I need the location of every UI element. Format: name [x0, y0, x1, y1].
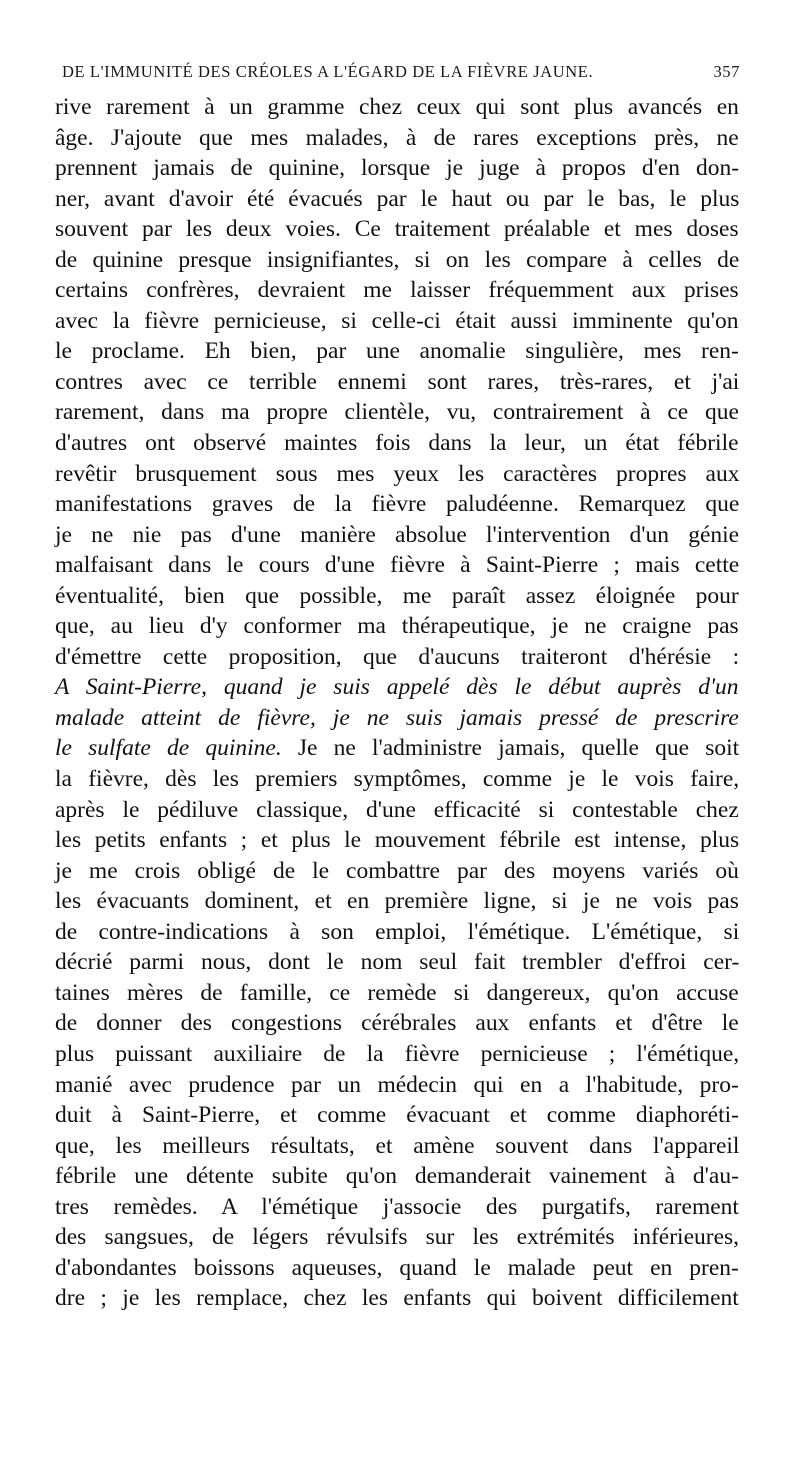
body-text	[55, 92, 739, 1314]
text-segment: que, au lieu d'y conformer ma thérapeutique, je ne craigne pas	[55, 613, 739, 640]
text-segment: je ne nie pas d'une manière absolue l'intervention d'un génie	[55, 521, 740, 548]
text-line	[55, 459, 739, 490]
text-line	[55, 947, 739, 978]
text-line	[55, 1222, 739, 1253]
text-line	[55, 1161, 739, 1192]
text-segment: Je ne l'administre jamais, quelle que soit	[281, 735, 740, 762]
text-line	[55, 1283, 739, 1314]
text-line	[55, 367, 739, 398]
text-line	[55, 550, 739, 581]
running-head-title: DE L'IMMUNITÉ DES CRÉOLES A L'ÉGARD DE LA FIÈVRE JAUNE.	[62, 62, 594, 81]
text-line	[55, 733, 739, 764]
text-line	[55, 123, 739, 154]
text-segment: rarement, dans ma propre clientèle, vu, contrairement à ce que	[55, 399, 739, 426]
text-segment: tres remèdes. A l'émétique j'associe des purgatifs, rarement	[55, 1193, 739, 1220]
text-segment: ner, avant d'avoir été évacués par le haut ou par le bas, le plus	[55, 185, 740, 212]
text-segment: d'abondantes boissons aqueuses, quand le malade peut en pren-	[55, 1254, 739, 1281]
text-line	[55, 153, 739, 184]
text-segment: prennent jamais de quinine, lorsque je juge à propos d'en don-	[55, 155, 740, 182]
text-segment: après le pédiluve classique, d'une efficacité si contestable chez	[55, 796, 739, 823]
text-segment: dre ; je les remplace, chez les enfants qui boivent difficilement	[55, 1285, 739, 1312]
text-segment: les petits enfants ; et plus le mouvement fébrile est intense, plus	[55, 827, 740, 854]
text-line	[55, 764, 739, 795]
text-segment: de donner des congestions cérébrales aux enfants et d'être le	[55, 1010, 739, 1037]
italic-text: malade atteint de fièvre, je ne suis jamais pressé de prescrire	[55, 704, 739, 731]
text-segment: décrié parmi nous, dont le nom seul fait trembler d'effroi cer-	[55, 949, 740, 976]
text-segment: manifestations graves de la fièvre paludéenne. Remarquez que	[55, 491, 740, 518]
text-segment: rive rarement à un gramme chez ceux qui sont plus avancés en	[55, 94, 739, 120]
text-line	[55, 92, 739, 123]
text-line	[55, 1192, 739, 1223]
text-line	[55, 1039, 739, 1070]
text-line	[55, 672, 739, 703]
text-line	[55, 397, 739, 428]
text-segment: la fièvre, dès les premiers symptômes, comme je le vois faire,	[55, 766, 740, 793]
text-line	[55, 336, 739, 367]
text-line	[55, 214, 739, 245]
text-segment: taines mères de famille, ce remède si dangereux, qu'on accuse	[55, 979, 739, 1006]
text-segment: d'émettre cette proposition, que d'aucuns traiteront d'hérésie :	[55, 643, 740, 670]
text-segment: revêtir brusquement sous mes yeux les caractères propres aux	[55, 460, 740, 487]
text-line	[55, 825, 739, 856]
text-segment: manié avec prudence par un médecin qui en a l'habitude, pro-	[55, 1071, 739, 1098]
text-line	[55, 275, 739, 306]
text-line	[55, 428, 739, 459]
text-line	[55, 1100, 739, 1131]
text-line	[55, 489, 739, 520]
text-segment: fébrile une détente subite qu'on demanderait vainement à d'au-	[55, 1163, 739, 1190]
page-number: 357	[713, 62, 740, 81]
text-line	[55, 184, 739, 215]
text-segment: des sangsues, de légers révulsifs sur les extrémités inférieures,	[55, 1224, 740, 1251]
text-line	[55, 642, 739, 673]
text-segment: les évacuants dominent, et en première ligne, si je ne vois pas	[55, 888, 739, 915]
text-line	[55, 1253, 739, 1284]
text-line	[55, 703, 739, 734]
text-segment: malfaisant dans le cours d'une fièvre à Saint-Pierre ; mais cette	[55, 552, 740, 579]
text-line	[55, 886, 739, 917]
text-segment: de contre-indications à son emploi, l'émétique. L'émétique, si	[55, 918, 740, 945]
text-segment: éventualité, bien que possible, me paraît assez éloignée pour	[55, 582, 739, 609]
text-line	[55, 978, 739, 1009]
text-line	[55, 245, 739, 276]
running-head	[62, 62, 740, 86]
text-segment: d'autres ont observé maintes fois dans la leur, un état fébrile	[55, 430, 739, 457]
text-segment: avec la fièvre pernicieuse, si celle-ci était aussi imminente qu'on	[55, 307, 739, 334]
text-line	[55, 520, 739, 551]
text-line	[55, 1131, 739, 1162]
text-line	[55, 917, 739, 948]
text-line	[55, 306, 739, 337]
text-segment: le proclame. Eh bien, par une anomalie singulière, mes ren-	[55, 338, 739, 365]
text-segment: que, les meilleurs résultats, et amène souvent dans l'appareil	[55, 1132, 740, 1159]
text-segment: contres avec ce terrible ennemi sont rares, très-rares, et j'ai	[55, 368, 740, 395]
text-segment: de quinine presque insignifiantes, si on les compare à celles de	[55, 246, 740, 273]
text-line	[55, 856, 739, 887]
text-segment: souvent par les deux voies. Ce traitement préalable et mes doses	[55, 216, 739, 243]
text-segment: certains confrères, devraient me laisser fréquemment aux prises	[55, 277, 739, 304]
italic-text: A Saint-Pierre, quand je suis appelé dès le début auprès d'un	[55, 674, 739, 701]
text-segment: plus puissant auxiliaire de la fièvre pernicieuse ; l'émétique,	[55, 1040, 740, 1067]
text-line	[55, 1070, 739, 1101]
text-segment: duit à Saint-Pierre, et comme évacuant et comme diaphoréti-	[55, 1102, 739, 1129]
italic-text: le sulfate de quinine.	[55, 735, 282, 762]
text-line	[55, 581, 739, 612]
text-line	[55, 795, 739, 826]
text-line	[55, 1008, 739, 1039]
text-segment: âge. J'ajoute que mes malades, à de rares exceptions près, ne	[55, 124, 739, 151]
text-line	[55, 611, 739, 642]
text-segment: je me crois obligé de le combattre par des moyens variés où	[55, 857, 739, 884]
